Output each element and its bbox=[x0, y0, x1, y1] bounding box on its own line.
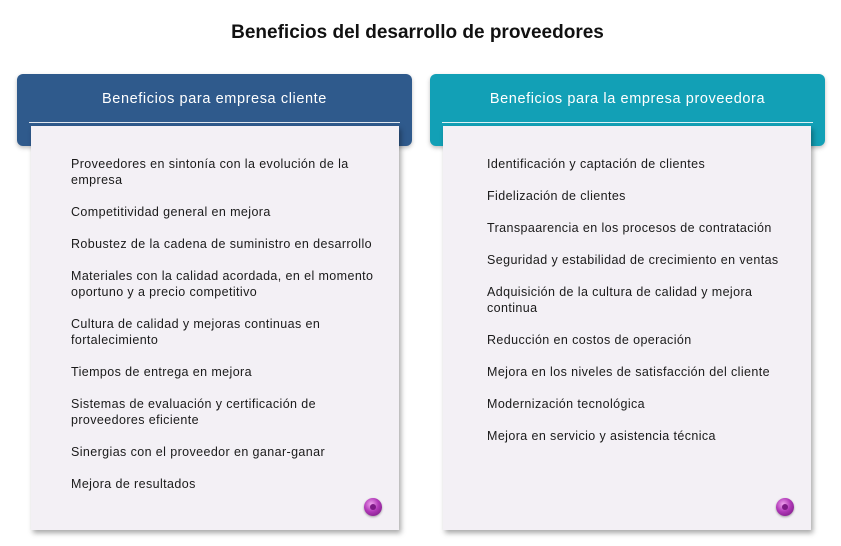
purple-sphere-icon bbox=[364, 498, 382, 516]
list-item: Identificación y captación de clientes bbox=[487, 157, 706, 171]
client-benefits-panel bbox=[31, 126, 399, 530]
client-header-label: Beneficios para empresa cliente bbox=[102, 91, 327, 107]
page-title: Beneficios del desarrollo de proveedores bbox=[231, 22, 604, 43]
client-benefits-list bbox=[71, 156, 383, 508]
supplier-benefits-list bbox=[487, 156, 799, 460]
list-item: Robustez de la cadena de suministro en desarrollo bbox=[71, 237, 373, 251]
purple-sphere-icon bbox=[776, 498, 794, 516]
list-item: Materiales con la calidad acordada, en el momento oportuno y a precio competitivo bbox=[71, 269, 374, 299]
list-item: Mejora en servicio y asistencia técnica bbox=[487, 429, 716, 443]
list-item: Adquisición de la cultura de calidad y mejora continua bbox=[487, 285, 753, 315]
supplier-header-divider bbox=[442, 122, 813, 123]
list-item: Transpaarencia en los procesos de contratación bbox=[487, 221, 772, 235]
list-item: Sinergias con el proveedor en ganar-ganar bbox=[71, 445, 326, 459]
list-item: Reducción en costos de operación bbox=[487, 333, 692, 347]
list-item: Modernización tecnológica bbox=[487, 397, 646, 411]
list-item: Cultura de calidad y mejoras continuas en fortalecimiento bbox=[71, 317, 321, 347]
list-item: Competitividad general en mejora bbox=[71, 205, 271, 219]
list-item: Mejora en los niveles de satisfacción del cliente bbox=[487, 365, 770, 379]
supplier-header-label: Beneficios para la empresa proveedora bbox=[489, 91, 766, 107]
list-item: Tiempos de entrega en mejora bbox=[71, 365, 252, 379]
list-item: Fidelización de clientes bbox=[487, 189, 626, 203]
list-item: Proveedores en sintonía con la evolución de la empresa bbox=[71, 157, 349, 187]
client-header-divider bbox=[29, 122, 400, 123]
list-item: Seguridad y estabilidad de crecimiento en ventas bbox=[487, 253, 779, 267]
list-item: Mejora de resultados bbox=[71, 477, 196, 491]
list-item: Sistemas de evaluación y certificación de proveedores eficiente bbox=[71, 397, 316, 427]
supplier-benefits-panel bbox=[443, 126, 811, 530]
